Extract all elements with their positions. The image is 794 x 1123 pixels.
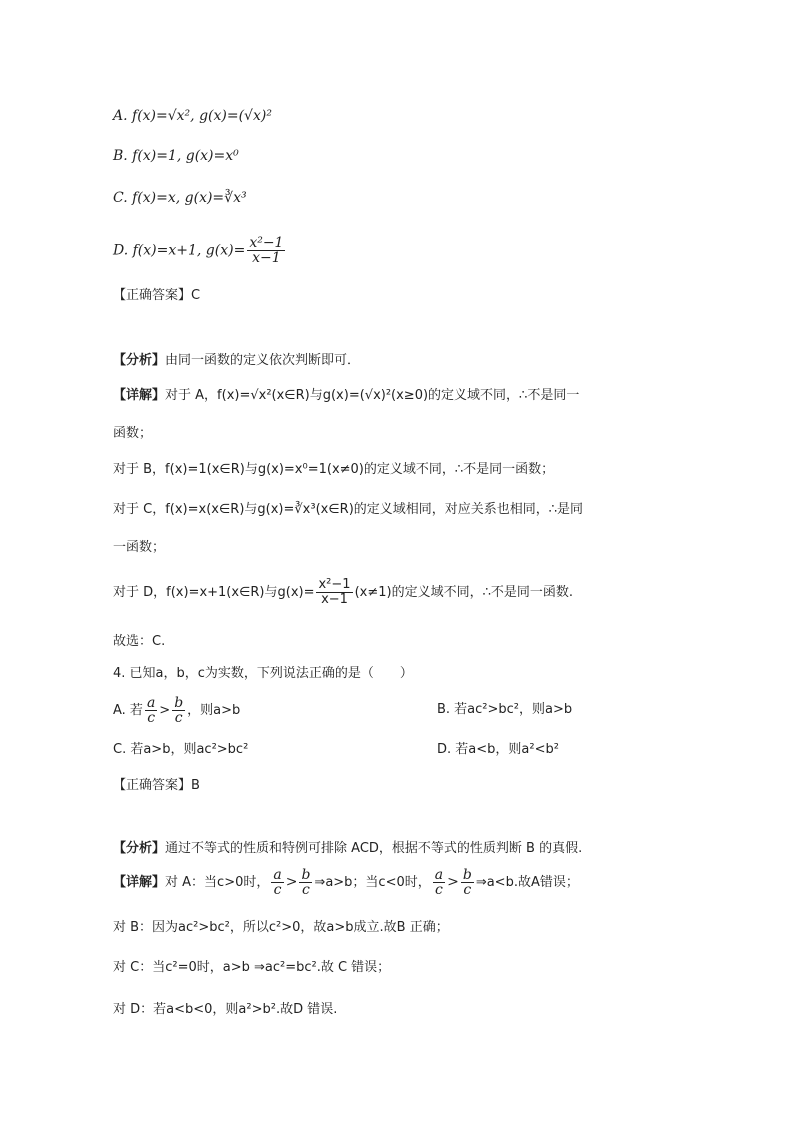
fraction-denominator: c xyxy=(174,710,183,726)
fraction-denominator: c xyxy=(273,882,282,898)
analysis-text: 由同一函数的定义依次判断即可． xyxy=(165,353,361,368)
fraction-denominator: x−1 xyxy=(321,592,348,607)
fraction-numerator: b xyxy=(462,867,472,883)
q3-option-b: B. f(x)=1, g(x)=x⁰ xyxy=(113,148,239,164)
detail-label: 【详解】 xyxy=(113,388,166,403)
greater-than-sign: > xyxy=(159,703,171,718)
q4-option-a xyxy=(113,696,240,725)
detail-a-part3: ⇒a<b.故A错误； xyxy=(475,875,579,890)
q3-answer: 【正确答案】C xyxy=(113,288,201,303)
fraction-denominator: c xyxy=(435,882,443,898)
q4-option-a-fraction-1 xyxy=(145,696,157,725)
fraction-denominator: c xyxy=(463,882,472,898)
detail-d-suffix: (x≠1)的定义域不同，∴不是同一函数. xyxy=(354,585,573,600)
q3-choose: 故选：C. xyxy=(113,634,166,649)
q4-option-d: D. 若a<b，则a²<b² xyxy=(437,742,559,757)
fraction-numerator: a xyxy=(146,695,156,711)
detail-a-part2: ⇒a>b；当c<0时， xyxy=(314,875,431,890)
q3-option-d-prefix: D. f(x)=x+1, g(x)= xyxy=(113,242,246,259)
analysis-text: 通过不等式的性质和特例可排除 ACD，根据不等式的性质判断 B 的真假. xyxy=(165,841,583,856)
greater-than-sign: > xyxy=(447,874,459,890)
detail-a-text: 对于 A，f(x)=√x²(x∈R)与g(x)=(√x)²(x≥0)的定义域不同，∴不是同一 xyxy=(165,388,580,403)
fraction-denominator: c xyxy=(147,710,156,726)
q4-detail-c: 对 C：当c²=0时，a>b ⇒ac²=bc².故 C 错误； xyxy=(113,960,391,975)
fraction xyxy=(461,868,474,897)
detail-d-fraction xyxy=(316,578,352,607)
q4-stem: 4. 已知a，b，c为实数，下列说法正确的是（ ） xyxy=(113,666,413,681)
fraction xyxy=(433,868,445,897)
fraction-numerator: x²−1 xyxy=(318,577,351,592)
q3-option-d xyxy=(113,236,287,265)
q3-detail-c-line2: 一函数； xyxy=(113,540,166,555)
fraction-numerator: b xyxy=(174,695,184,711)
fraction-numerator: a xyxy=(434,867,444,883)
fraction-denominator: c xyxy=(302,882,310,898)
q3-analysis xyxy=(113,351,360,371)
q3-option-a: A. f(x)=√x², g(x)=(√x)² xyxy=(113,108,272,124)
detail-a-part1: 对 A：当c>0时， xyxy=(165,875,270,890)
analysis-label: 【分析】 xyxy=(113,353,166,368)
detail-label: 【详解】 xyxy=(113,875,166,890)
detail-d-prefix: 对于 D，f(x)=x+1(x∈R)与g(x)= xyxy=(113,585,315,600)
q4-option-a-suffix: ，则a>b xyxy=(187,703,241,718)
fraction xyxy=(299,868,312,897)
fraction-denominator: x−1 xyxy=(252,250,281,266)
q4-detail-b: 对 B：因为ac²>bc²，所以c²>0，故a>b成立.故B 正确； xyxy=(113,920,449,935)
q4-detail-a xyxy=(113,868,579,897)
q3-option-d-fraction xyxy=(247,236,285,265)
q4-detail-d: 对 D：若a<b<0，则a²>b².故D 错误. xyxy=(113,1002,338,1017)
fraction-numerator: b xyxy=(301,867,311,883)
fraction xyxy=(271,868,283,897)
q3-detail-b: 对于 B，f(x)=1(x∈R)与g(x)=x⁰=1(x≠0)的定义域不同，∴不是同一函数； xyxy=(113,462,555,477)
q4-analysis xyxy=(113,839,582,859)
fraction-numerator: a xyxy=(273,867,282,883)
q4-option-c: C. 若a>b，则ac²>bc² xyxy=(113,742,249,757)
q3-detail-c-line1: 对于 C，f(x)=x(x∈R)与g(x)=∛x³(x∈R)的定义域相同，对应关系也相同，∴是同 xyxy=(113,502,584,517)
q4-option-b: B. 若ac²>bc²，则a>b xyxy=(437,702,573,717)
analysis-label: 【分析】 xyxy=(113,841,166,856)
fraction-numerator: x²−1 xyxy=(249,235,284,251)
greater-than-sign: > xyxy=(285,874,298,890)
q4-option-a-fraction-2 xyxy=(172,696,185,725)
q3-detail-d xyxy=(113,578,573,607)
q4-answer: 【正确答案】B xyxy=(113,778,200,793)
q4-option-a-prefix: A. 若 xyxy=(113,703,143,718)
q3-detail-a-line2: 函数； xyxy=(113,426,153,441)
q3-detail-a-line1 xyxy=(113,386,579,406)
q3-option-c: C. f(x)=x, g(x)=∛x³ xyxy=(113,190,247,206)
